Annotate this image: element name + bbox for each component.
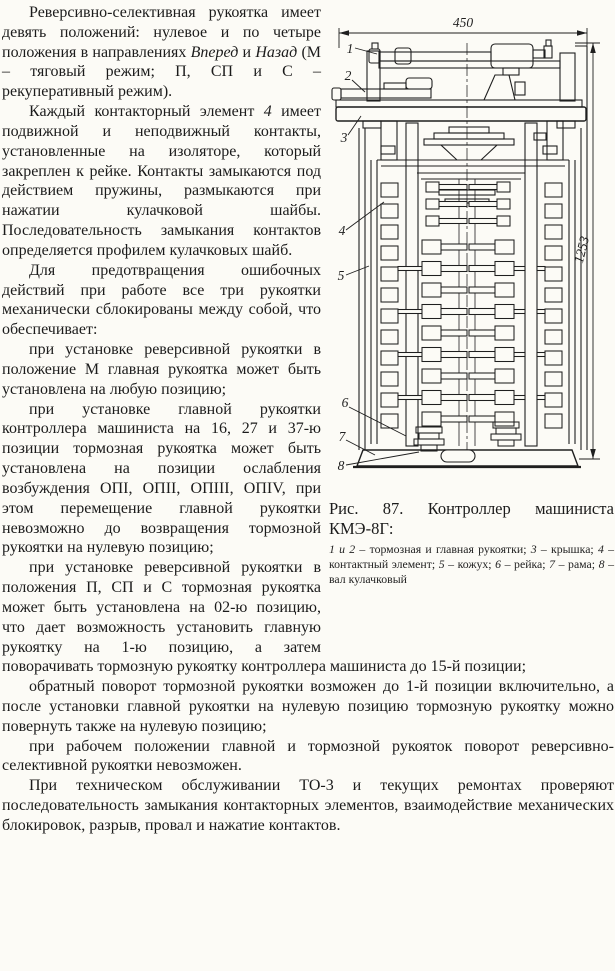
- legend-number: 7: [549, 557, 556, 572]
- callout-3: 3: [340, 130, 348, 145]
- callout-4: 4: [338, 223, 346, 238]
- callout-5: 5: [337, 268, 345, 283]
- callout-2: 2: [344, 68, 352, 83]
- legend-text: – кожух;: [444, 557, 496, 572]
- legend-text: – рейка;: [501, 557, 550, 572]
- legend-number: 1 и 2: [329, 542, 356, 557]
- paragraph: Для предотвращения ошибочных действий при работе все три рукоятки механически сблокированы между собой, что обеспечивает:: [2, 261, 321, 339]
- legend-number: 6: [495, 557, 502, 572]
- paragraph: при установке реверсивной рукоятки в положения П, СП и С тормозная рукоятка может быть установлена на 02-ю позицию, что дает возможность установить главную рукоятку на 1-ю позицию, а затем поворачивать тормозную рукоятку контроллера машиниста до 15-й позиции;: [2, 559, 527, 676]
- callout-7: 7: [338, 429, 346, 444]
- callout-1: 1: [346, 41, 354, 56]
- paragraph: Каждый контакторный элемент 4 имеет подвижной и неподвижный контакты, установленные на изоляторе, который закреплен к рейке. Контакты замыкаются под действием пружины, размыкаются при нажатии кулачковой шайбы. Последовательность замыкания контактов определяется профилем кулачковых шайб.: [2, 103, 321, 259]
- callout-8: 8: [337, 458, 345, 473]
- dimension-width-label: 450: [452, 15, 474, 30]
- paragraph: При техническом обслуживании ТО-3 и текущих ремонтах проверяют последовательность замыкания контакторных элементов, взаимодействие механических блокировок, разрыв, провал и нажатие контактов.: [2, 777, 614, 834]
- figure-caption-title: Рис. 87. Контроллер машиниста КМЭ-8Г:: [329, 498, 614, 538]
- contact-assembly: [381, 182, 562, 451]
- figure-legend: [329, 542, 614, 587]
- legend-text: – тормозная и главная рукоятки;: [355, 542, 531, 557]
- paragraph: при установке реверсивной рукоятки в положение М главная рукоятка может быть установлена на любую позицию;: [2, 341, 321, 398]
- paragraph: обратный поворот тормозной рукоятки возможен до 1-й позиции включительно, а после установки главной рукоятки на нулевую позицию тормозную рукоятку можно повернуть также на нулевую позицию;: [2, 678, 614, 735]
- figure-caption: [329, 499, 614, 587]
- legend-number: 3: [530, 542, 537, 557]
- legend-text: – крышка;: [536, 542, 598, 557]
- figure-87: [329, 3, 614, 587]
- callout-6: 6: [341, 395, 349, 410]
- legend-text: – вал кулачковый: [329, 557, 614, 587]
- paragraph: при рабочем положении главной и тормозной рукояток поворот реверсивно-селективной рукоятки невозможен.: [2, 737, 614, 775]
- legend-number: 5: [438, 557, 445, 572]
- paragraph: Реверсивно-селективная рукоятка имеет девять положений: нулевое и по четыре положения в направлениях Вперед и Назад (М – тяговый режим; П, СП и С – рекуперативный режим).: [2, 4, 321, 101]
- legend-text: – контактный элемент;: [329, 542, 614, 572]
- dimension-height-label: 1253: [571, 234, 593, 265]
- legend-text: – рама;: [555, 557, 599, 572]
- legend-number: 8: [598, 557, 605, 572]
- paragraph: при установке главной рукоятки контроллера машиниста на 16, 27 и 37-ю позиции тормозная рукоятка может быть установлена на позиции ослабления возбуждения ОПI, ОПII, ОПIII, ОПIV, при этом перемещение главной рукоятки невозможно до возвращения тормозной рукоятки на нулевую позицию;: [2, 400, 321, 557]
- legend-number: 4: [597, 542, 604, 557]
- controller-drawing: [329, 3, 614, 483]
